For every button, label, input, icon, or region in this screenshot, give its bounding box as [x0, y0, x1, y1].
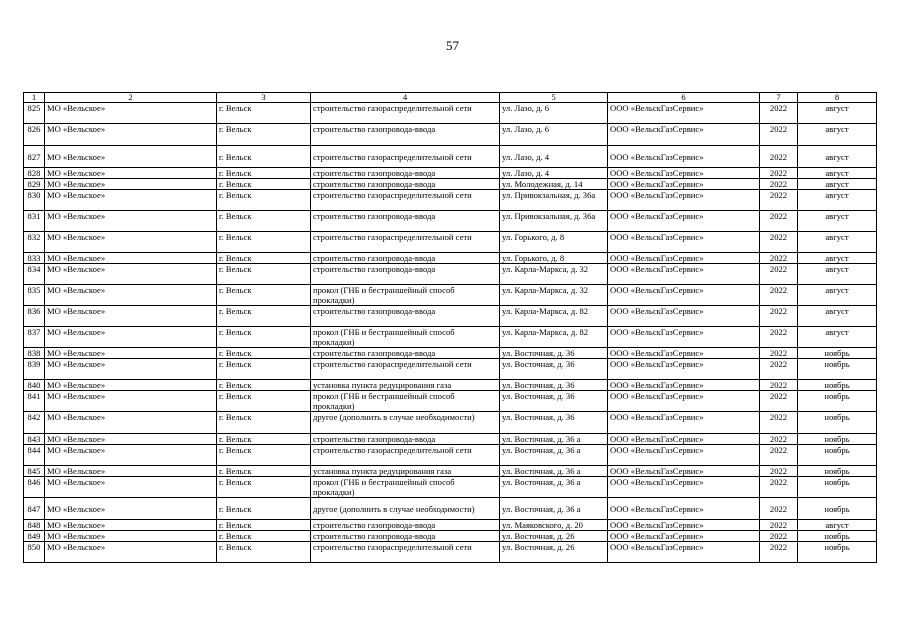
table-body	[24, 103, 877, 563]
organization-cell: ООО «ВельскГазСервис»	[608, 232, 760, 253]
work-type-cell: строительство газопровода-ввода	[311, 520, 500, 531]
row-number-cell: 825	[24, 103, 45, 124]
month-cell: август	[798, 520, 877, 531]
column-header: 4	[311, 93, 500, 103]
address-cell: ул. Карла-Маркса, д. 32	[500, 285, 608, 306]
work-type-cell: строительство газораспределительной сети	[311, 146, 500, 168]
municipality-cell: МО «Вельское»	[45, 359, 217, 380]
column-header: 6	[608, 93, 760, 103]
row-number-cell: 829	[24, 179, 45, 190]
year-cell: 2022	[760, 146, 798, 168]
organization-cell: ООО «ВельскГазСервис»	[608, 434, 760, 445]
settlement-cell: г. Вельск	[217, 380, 311, 391]
municipality-cell: МО «Вельское»	[45, 190, 217, 211]
address-cell: ул. Карла-Маркса, д. 82	[500, 327, 608, 348]
year-cell: 2022	[760, 348, 798, 359]
municipality-cell: МО «Вельское»	[45, 232, 217, 253]
settlement-cell: г. Вельск	[217, 306, 311, 327]
work-type-cell: прокол (ГНБ и бестраншейный способ прокладки)	[311, 477, 500, 498]
work-type-cell: строительство газораспределительной сети	[311, 103, 500, 124]
column-header: 8	[798, 93, 877, 103]
row-number-cell: 839	[24, 359, 45, 380]
month-cell: август	[798, 190, 877, 211]
organization-cell: ООО «ВельскГазСервис»	[608, 190, 760, 211]
organization-cell: ООО «ВельскГазСервис»	[608, 348, 760, 359]
table-row	[24, 466, 877, 477]
organization-cell: ООО «ВельскГазСервис»	[608, 103, 760, 124]
settlement-cell: г. Вельск	[217, 434, 311, 445]
work-type-cell: прокол (ГНБ и бестраншейный способ прокладки)	[311, 391, 500, 412]
row-number-cell: 841	[24, 391, 45, 412]
settlement-cell: г. Вельск	[217, 285, 311, 306]
year-cell: 2022	[760, 412, 798, 434]
settlement-cell: г. Вельск	[217, 520, 311, 531]
row-number-cell: 845	[24, 466, 45, 477]
year-cell: 2022	[760, 498, 798, 520]
row-number-cell: 835	[24, 285, 45, 306]
municipality-cell: МО «Вельское»	[45, 477, 217, 498]
table-row	[24, 253, 877, 264]
settlement-cell: г. Вельск	[217, 179, 311, 190]
organization-cell: ООО «ВельскГазСервис»	[608, 253, 760, 264]
work-type-cell: строительство газопровода-ввода	[311, 434, 500, 445]
address-cell: ул. Карла-Маркса, д. 82	[500, 306, 608, 327]
work-type-cell: строительство газопровода-ввода	[311, 211, 500, 232]
year-cell: 2022	[760, 306, 798, 327]
header-row	[24, 93, 877, 103]
month-cell: август	[798, 264, 877, 285]
settlement-cell: г. Вельск	[217, 348, 311, 359]
row-number-cell: 830	[24, 190, 45, 211]
row-number-cell: 834	[24, 264, 45, 285]
row-number-cell: 849	[24, 531, 45, 542]
year-cell: 2022	[760, 211, 798, 232]
organization-cell: ООО «ВельскГазСервис»	[608, 498, 760, 520]
row-number-cell: 842	[24, 412, 45, 434]
table-row	[24, 168, 877, 179]
municipality-cell: МО «Вельское»	[45, 380, 217, 391]
address-cell: ул. Лазо, д. 6	[500, 103, 608, 124]
row-number-cell: 836	[24, 306, 45, 327]
month-cell: ноябрь	[798, 531, 877, 542]
municipality-cell: МО «Вельское»	[45, 253, 217, 264]
table-row	[24, 146, 877, 168]
year-cell: 2022	[760, 124, 798, 146]
address-cell: ул. Привокзальная, д. 36а	[500, 211, 608, 232]
month-cell: август	[798, 285, 877, 306]
table-row	[24, 412, 877, 434]
organization-cell: ООО «ВельскГазСервис»	[608, 466, 760, 477]
table-row	[24, 348, 877, 359]
row-number-cell: 840	[24, 380, 45, 391]
address-cell: ул. Горького, д. 8	[500, 253, 608, 264]
table-row	[24, 359, 877, 380]
table-row	[24, 380, 877, 391]
work-type-cell: строительство газораспределительной сети	[311, 190, 500, 211]
address-cell: ул. Восточная, д. 36	[500, 380, 608, 391]
organization-cell: ООО «ВельскГазСервис»	[608, 380, 760, 391]
work-type-cell: прокол (ГНБ и бестраншейный способ прокладки)	[311, 327, 500, 348]
row-number-cell: 828	[24, 168, 45, 179]
organization-cell: ООО «ВельскГазСервис»	[608, 306, 760, 327]
year-cell: 2022	[760, 327, 798, 348]
municipality-cell: МО «Вельское»	[45, 391, 217, 412]
year-cell: 2022	[760, 477, 798, 498]
municipality-cell: МО «Вельское»	[45, 168, 217, 179]
settlement-cell: г. Вельск	[217, 232, 311, 253]
municipality-cell: МО «Вельское»	[45, 264, 217, 285]
gas-works-table	[23, 92, 877, 563]
row-number-cell: 848	[24, 520, 45, 531]
month-cell: ноябрь	[798, 434, 877, 445]
municipality-cell: МО «Вельское»	[45, 520, 217, 531]
year-cell: 2022	[760, 359, 798, 380]
municipality-cell: МО «Вельское»	[45, 498, 217, 520]
year-cell: 2022	[760, 190, 798, 211]
table-row	[24, 520, 877, 531]
row-number-cell: 843	[24, 434, 45, 445]
organization-cell: ООО «ВельскГазСервис»	[608, 445, 760, 466]
work-type-cell: строительство газораспределительной сети	[311, 542, 500, 563]
year-cell: 2022	[760, 103, 798, 124]
year-cell: 2022	[760, 264, 798, 285]
month-cell: август	[798, 146, 877, 168]
work-type-cell: строительство газораспределительной сети	[311, 359, 500, 380]
address-cell: ул. Восточная, д. 36 а	[500, 498, 608, 520]
address-cell: ул. Маяковского, д. 20	[500, 520, 608, 531]
address-cell: ул. Молодежная, д. 14	[500, 179, 608, 190]
municipality-cell: МО «Вельское»	[45, 306, 217, 327]
column-header: 7	[760, 93, 798, 103]
month-cell: август	[798, 124, 877, 146]
month-cell: ноябрь	[798, 445, 877, 466]
row-number-cell: 838	[24, 348, 45, 359]
year-cell: 2022	[760, 253, 798, 264]
organization-cell: ООО «ВельскГазСервис»	[608, 391, 760, 412]
work-type-cell: строительство газопровода-ввода	[311, 168, 500, 179]
table-row	[24, 124, 877, 146]
settlement-cell: г. Вельск	[217, 264, 311, 285]
municipality-cell: МО «Вельское»	[45, 327, 217, 348]
month-cell: ноябрь	[798, 391, 877, 412]
year-cell: 2022	[760, 232, 798, 253]
row-number-cell: 850	[24, 542, 45, 563]
column-header: 3	[217, 93, 311, 103]
municipality-cell: МО «Вельское»	[45, 124, 217, 146]
settlement-cell: г. Вельск	[217, 359, 311, 380]
address-cell: ул. Восточная, д. 26	[500, 531, 608, 542]
settlement-cell: г. Вельск	[217, 542, 311, 563]
municipality-cell: МО «Вельское»	[45, 412, 217, 434]
address-cell: ул. Восточная, д. 36 а	[500, 466, 608, 477]
table-row	[24, 232, 877, 253]
table-row	[24, 179, 877, 190]
year-cell: 2022	[760, 445, 798, 466]
month-cell: ноябрь	[798, 498, 877, 520]
year-cell: 2022	[760, 168, 798, 179]
year-cell: 2022	[760, 380, 798, 391]
table-row	[24, 285, 877, 306]
municipality-cell: МО «Вельское»	[45, 285, 217, 306]
work-type-cell: строительство газораспределительной сети	[311, 232, 500, 253]
month-cell: август	[798, 232, 877, 253]
table-row	[24, 498, 877, 520]
month-cell: ноябрь	[798, 542, 877, 563]
settlement-cell: г. Вельск	[217, 253, 311, 264]
column-header: 5	[500, 93, 608, 103]
municipality-cell: МО «Вельское»	[45, 348, 217, 359]
year-cell: 2022	[760, 520, 798, 531]
month-cell: ноябрь	[798, 477, 877, 498]
work-type-cell: строительство газопровода-ввода	[311, 179, 500, 190]
address-cell: ул. Горького, д. 8	[500, 232, 608, 253]
month-cell: ноябрь	[798, 412, 877, 434]
month-cell: ноябрь	[798, 359, 877, 380]
settlement-cell: г. Вельск	[217, 466, 311, 477]
settlement-cell: г. Вельск	[217, 477, 311, 498]
row-number-cell: 833	[24, 253, 45, 264]
municipality-cell: МО «Вельское»	[45, 531, 217, 542]
settlement-cell: г. Вельск	[217, 124, 311, 146]
organization-cell: ООО «ВельскГазСервис»	[608, 477, 760, 498]
organization-cell: ООО «ВельскГазСервис»	[608, 285, 760, 306]
organization-cell: ООО «ВельскГазСервис»	[608, 542, 760, 563]
address-cell: ул. Лазо, д. 4	[500, 168, 608, 179]
settlement-cell: г. Вельск	[217, 327, 311, 348]
address-cell: ул. Восточная, д. 36	[500, 359, 608, 380]
work-type-cell: другое (дополнить в случае необходимости)	[311, 412, 500, 434]
month-cell: ноябрь	[798, 348, 877, 359]
organization-cell: ООО «ВельскГазСервис»	[608, 327, 760, 348]
row-number-cell: 846	[24, 477, 45, 498]
address-cell: ул. Восточная, д. 36	[500, 412, 608, 434]
year-cell: 2022	[760, 466, 798, 477]
page-number: 57	[446, 38, 459, 53]
work-type-cell: прокол (ГНБ и бестраншейный способ прокладки)	[311, 285, 500, 306]
row-number-cell: 832	[24, 232, 45, 253]
address-cell: ул. Лазо, д. 6	[500, 124, 608, 146]
municipality-cell: МО «Вельское»	[45, 434, 217, 445]
work-type-cell: другое (дополнить в случае необходимости)	[311, 498, 500, 520]
work-type-cell: строительство газопровода-ввода	[311, 531, 500, 542]
address-cell: ул. Восточная, д. 36	[500, 391, 608, 412]
month-cell: ноябрь	[798, 466, 877, 477]
year-cell: 2022	[760, 285, 798, 306]
year-cell: 2022	[760, 542, 798, 563]
table-row	[24, 477, 877, 498]
settlement-cell: г. Вельск	[217, 190, 311, 211]
month-cell: август	[798, 327, 877, 348]
table-row	[24, 264, 877, 285]
settlement-cell: г. Вельск	[217, 103, 311, 124]
year-cell: 2022	[760, 179, 798, 190]
row-number-cell: 826	[24, 124, 45, 146]
month-cell: август	[798, 179, 877, 190]
table-row	[24, 542, 877, 563]
organization-cell: ООО «ВельскГазСервис»	[608, 211, 760, 232]
municipality-cell: МО «Вельское»	[45, 179, 217, 190]
organization-cell: ООО «ВельскГазСервис»	[608, 412, 760, 434]
work-type-cell: установка пункта редуцирования газа	[311, 466, 500, 477]
address-cell: ул. Восточная, д. 36	[500, 348, 608, 359]
work-type-cell: строительство газопровода-ввода	[311, 124, 500, 146]
year-cell: 2022	[760, 391, 798, 412]
organization-cell: ООО «ВельскГазСервис»	[608, 124, 760, 146]
organization-cell: ООО «ВельскГазСервис»	[608, 264, 760, 285]
table-row	[24, 327, 877, 348]
month-cell: ноябрь	[798, 380, 877, 391]
municipality-cell: МО «Вельское»	[45, 466, 217, 477]
work-type-cell: строительство газопровода-ввода	[311, 253, 500, 264]
organization-cell: ООО «ВельскГазСервис»	[608, 359, 760, 380]
work-type-cell: строительство газопровода-ввода	[311, 306, 500, 327]
work-type-cell: строительство газораспределительной сети	[311, 445, 500, 466]
month-cell: август	[798, 306, 877, 327]
column-header: 1	[24, 93, 45, 103]
table-row	[24, 531, 877, 542]
table-row	[24, 211, 877, 232]
organization-cell: ООО «ВельскГазСервис»	[608, 531, 760, 542]
organization-cell: ООО «ВельскГазСервис»	[608, 168, 760, 179]
settlement-cell: г. Вельск	[217, 445, 311, 466]
table-row	[24, 391, 877, 412]
settlement-cell: г. Вельск	[217, 412, 311, 434]
address-cell: ул. Восточная, д. 36 а	[500, 434, 608, 445]
address-cell: ул. Лазо, д. 4	[500, 146, 608, 168]
month-cell: август	[798, 168, 877, 179]
month-cell: август	[798, 211, 877, 232]
month-cell: август	[798, 253, 877, 264]
address-cell: ул. Восточная, д. 36 а	[500, 445, 608, 466]
table-row	[24, 190, 877, 211]
month-cell: август	[798, 103, 877, 124]
settlement-cell: г. Вельск	[217, 531, 311, 542]
organization-cell: ООО «ВельскГазСервис»	[608, 520, 760, 531]
row-number-cell: 827	[24, 146, 45, 168]
organization-cell: ООО «ВельскГазСервис»	[608, 146, 760, 168]
address-cell: ул. Восточная, д. 26	[500, 542, 608, 563]
settlement-cell: г. Вельск	[217, 146, 311, 168]
row-number-cell: 844	[24, 445, 45, 466]
settlement-cell: г. Вельск	[217, 211, 311, 232]
address-cell: ул. Привокзальная, д. 36а	[500, 190, 608, 211]
settlement-cell: г. Вельск	[217, 168, 311, 179]
settlement-cell: г. Вельск	[217, 391, 311, 412]
row-number-cell: 831	[24, 211, 45, 232]
address-cell: ул. Восточная, д. 36 а	[500, 477, 608, 498]
settlement-cell: г. Вельск	[217, 498, 311, 520]
work-type-cell: строительство газопровода-ввода	[311, 348, 500, 359]
row-number-cell: 837	[24, 327, 45, 348]
municipality-cell: МО «Вельское»	[45, 211, 217, 232]
table-row	[24, 306, 877, 327]
table-row	[24, 434, 877, 445]
year-cell: 2022	[760, 434, 798, 445]
municipality-cell: МО «Вельское»	[45, 103, 217, 124]
row-number-cell: 847	[24, 498, 45, 520]
work-type-cell: установка пункта редуцирования газа	[311, 380, 500, 391]
address-cell: ул. Карла-Маркса, д. 32	[500, 264, 608, 285]
work-type-cell: строительство газопровода-ввода	[311, 264, 500, 285]
year-cell: 2022	[760, 531, 798, 542]
table-row	[24, 445, 877, 466]
municipality-cell: МО «Вельское»	[45, 445, 217, 466]
organization-cell: ООО «ВельскГазСервис»	[608, 179, 760, 190]
column-header: 2	[45, 93, 217, 103]
municipality-cell: МО «Вельское»	[45, 542, 217, 563]
municipality-cell: МО «Вельское»	[45, 146, 217, 168]
table-row	[24, 103, 877, 124]
